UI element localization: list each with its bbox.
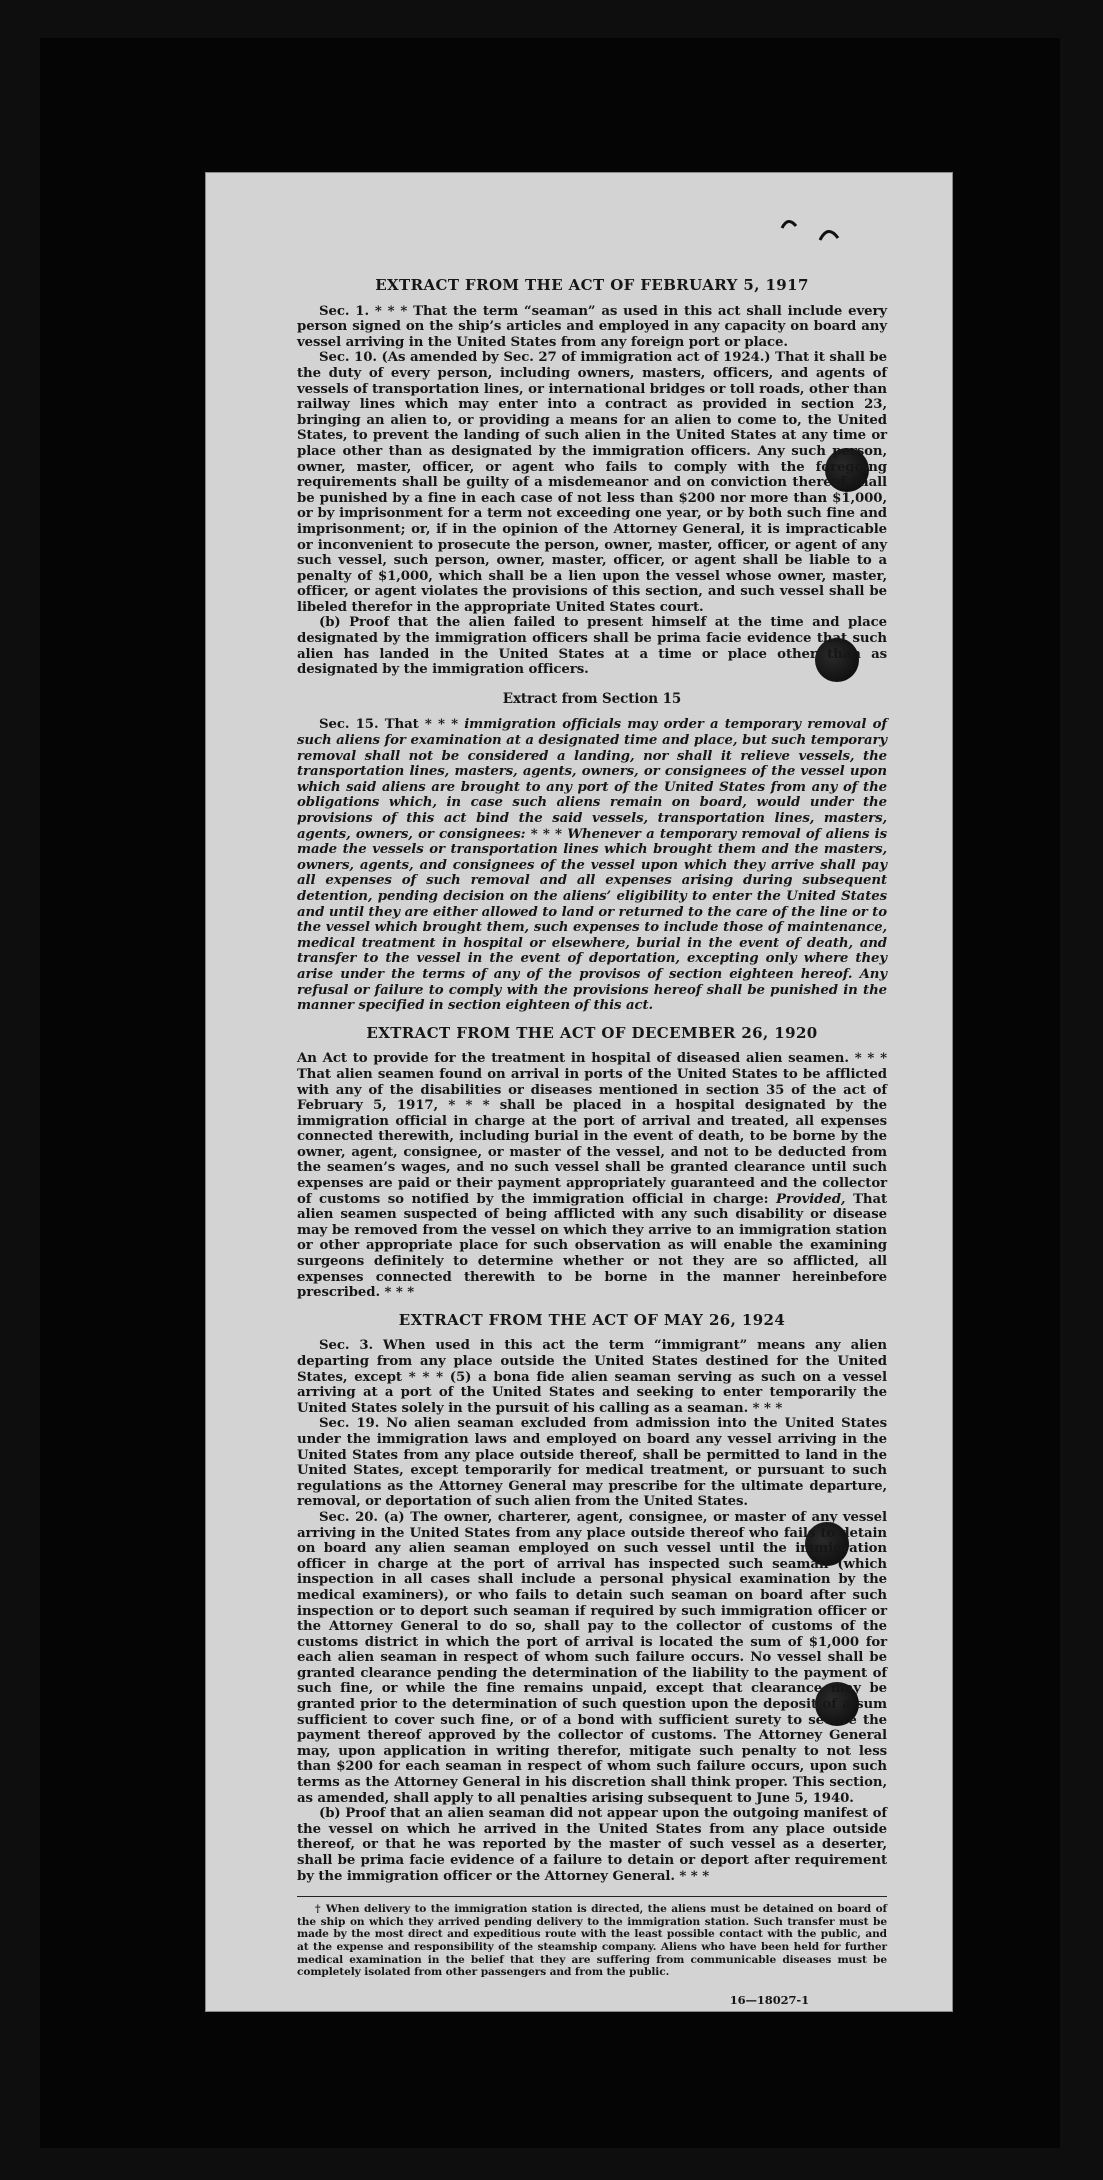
document-page xyxy=(205,172,953,2012)
section-15-text: immigration officials may order a temporary removal of such aliens for examination at a designated time and place, but such temporary removal shall not be considered a landing, nor shall it relieve vessels, the transportation lines, masters, agents, owners, or consignees of the vessel upon which said aliens are brought to any port of the United States from any of the obligations which, in case such aliens remain on board, would under the provisions of this act bind the said vessels, transportation lines, masters, agents, owners, or consignees: * * * Whenever a temporary removal of aliens is made the vessels or transportation lines which brought them and the masters, owners, agents, and consignees of the vessel upon which they arrive shall pay all expenses of such removal and all expenses arising during subsequent detention, pending decision on the aliens’ eligibility to enter the United States and until they are either allowed to land or returned to the care of the line or to the vessel which brought them, such expenses to include those of maintenance, medical treatment in hospital or elsewhere, burial in the event of death, and transfer to the vessel in the event of deportation, excepting only where they arise under the terms of any of the provisos of section eighteen hereof. Any refusal or failure to comply with the provisions hereof shall be punished in the manner specified in section eighteen of this act. xyxy=(297,717,887,1014)
act-1920-proviso: Provided, xyxy=(776,1191,846,1207)
section-20-b: (b) Proof that an alien seaman did not appear upon the outgoing manifest of the vessel on which he arrived in the United States from any place outside thereof, or that he was reported by the master of such vessel as a deserter, shall be prima facie evidence of a failure to detain or deport after requirement by the immigration officer or the Attorney General. * * * xyxy=(297,1806,887,1884)
document-text xyxy=(297,272,887,2008)
section-3: Sec. 3. When used in this act the term “immigrant” means any alien departing from any place outside the United States destined for the United States, except * * * (5) a bona fide alien seaman serving as such on a vessel arriving at a port of the United States and seeking to enter temporarily the United States solely in the pursuit of his calling as a seaman. * * * xyxy=(297,1338,887,1416)
heading-act-1917: EXTRACT FROM THE ACT OF FEBRUARY 5, 1917 xyxy=(375,276,809,294)
heading-act-1924: EXTRACT FROM THE ACT OF MAY 26, 1924 xyxy=(398,1310,786,1329)
act-1920-body: An Act to provide for the treatment in hospital of diseased alien seamen. * * * That alien seamen found on arrival in ports of the United States to be afflicted with any of the disabilities or diseases mentioned in section 35 of the act of February 5, 1917, * * * shall be placed in a hospital designated by the immigration official in charge at the port of arrival and treated, all expenses connected therewith, including burial in the event of death, to be borne by the owner, agent, consignee, or master of the vessel, and not to be deducted from the seamen’s wages, and no such vessel shall be granted clearance until such expenses are paid or their payment appropriately guaranteed and the collector of customs so notified by the immigration official in charge: xyxy=(297,1051,887,1207)
section-20-a: Sec. 20. (a) The owner, charterer, agent, consignee, or master of any vessel arriving in the United States from any place outside thereof who fails to detain on board any alien seaman employed on such vessel until the immigration officer in charge at the port of arrival has inspected such seaman (which inspection in all cases shall include a personal physical examination by the medical examiners), or who fails to detain such seaman on board after such inspection or to deport such seaman if required by such immigration officer or the Attorney General to do so, shall pay to the collector of customs of the customs district in which the port of arrival is located the sum of $1,000 for each alien seaman in respect of whom such failure occurs. No vessel shall be granted clearance pending the determination of the liability to the payment of such fine, or while the fine remains unpaid, except that clearance may be granted prior to the determination of such question upon the deposit of a sum sufficient to cover such fine, or of a bond with sufficient surety to secure the payment thereof approved by the collector of customs. The Attorney General may, upon application in writing therefor, mitigate such penalty to not less than $200 for each seaman in respect of whom such failure occurs, upon such terms as the Attorney General in his discretion shall think proper. This section, as amended, shall apply to all penalties arising subsequent to June 5, 1940. xyxy=(297,1509,887,1806)
section-10-b: (b) Proof that the alien failed to present himself at the time and place designated by the immigration officers shall be prima facie evidence that such alien has landed in the United States at a time or place other than as designated by the immigration officers. xyxy=(297,615,887,678)
section-10: Sec. 10. (As amended by Sec. 27 of immigration act of 1924.) That it shall be the duty of every person, including owners, masters, officers, and agents of vessels of transportation lines, or international bridges or toll roads, other than railway lines which may enter into a contract as provided in section 23, bringing an alien to, or providing a means for an alien to come to, the United States, to prevent the landing of such alien in the United States at any time or place other than as designated by the immigration officers. Any such person, owner, master, officer, or agent who fails to comply with the foregoing requirements shall be guilty of a misdemeanor and on conviction thereof shall be punished by a fine in each case of not less than $200 nor more than $1,000, or by imprisonment for a term not exceeding one year, or by both such fine and imprisonment; or, if in the opinion of the Attorney General, it is impracticable or inconvenient to prosecute the person, owner, master, officer, or agent of any such vessel, such person, owner, master, officer, or agent shall be liable to a penalty of $1,000, which shall be a lien upon the vessel whose owner, master, officer, or agent violates the provisions of this section, and such vessel shall be libeled therefor in the appropriate United States court. xyxy=(297,350,887,615)
section-1: Sec. 1. * * * That the term “seaman” as used in this act shall include every person signed on the ship’s articles and employed in any capacity on board any vessel arriving in the United States from any foreign port or place. xyxy=(297,303,887,350)
footnote-divider xyxy=(297,1896,887,1897)
heading-section-15: Extract from Section 15 xyxy=(502,690,682,707)
staple-mark-icon xyxy=(780,210,840,250)
section-15 xyxy=(297,717,887,1013)
heading-act-1920: EXTRACT FROM THE ACT OF DECEMBER 26, 1920 xyxy=(366,1023,818,1042)
act-1920-end: That alien seamen suspected of being afflicted with any such disability or disease may be removed from the vessel on which they arrive to an immigration station or other appropriate place for such observation as will enable the examining surgeons definitely to determine whether or not they are so afflicted, all expenses connected therewith to be borne in the manner hereinbefore prescribed. * * * xyxy=(297,1191,887,1301)
act-1920-text xyxy=(297,1051,887,1301)
document-number: 16—18027-1 xyxy=(729,1992,809,2007)
footnote: † When delivery to the immigration station is directed, the aliens must be detained on board of the ship on which they arrived pending delivery to the immigration station. Such transfer must be made by the most direct and expeditious route with the least possible contact with the public, and at the expense and responsibility of the steamship company. Aliens who have been held for further medical examination in the belief that they are suffering from communicable diseases must be completely isolated from other passengers and from the public. xyxy=(297,1903,887,1979)
section-19: Sec. 19. No alien seaman excluded from admission into the United States under the immigration laws and employed on board any vessel arriving in the United States from any place outside thereof, shall be permitted to land in the United States, except temporarily for medical treatment, or pursuant to such regulations as the Attorney General may prescribe for the ultimate departure, removal, or deportation of such alien from the United States. xyxy=(297,1416,887,1510)
section-15-lead: Sec. 15. That * * * xyxy=(319,717,465,733)
